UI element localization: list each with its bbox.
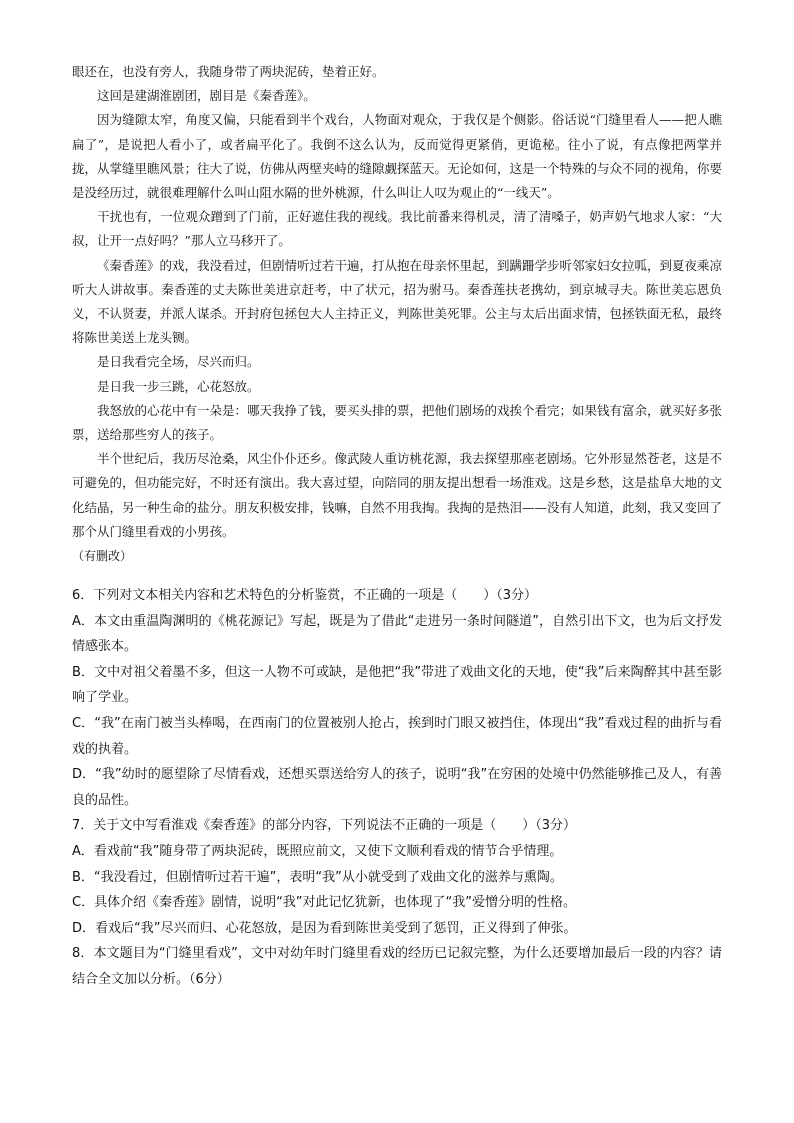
answer-option: A．看戏前“我”随身带了两块泥砖，既照应前文，又使下文顺利看戏的情节合乎情理。 <box>72 843 563 859</box>
question-section <box>72 583 722 993</box>
question-stem: 8．本文题目为“门缝里看戏”，文中对幼年时门缝里看戏的经历已记叙完整，为什么还要增加最后一段的内容？请结合全文加以分析。（6分） <box>72 946 722 987</box>
passage-paragraph: 半个世纪后，我历尽沧桑，风尘仆仆还乡。像武陵人重访桃花源，我去探望那座老剧场。它外形显然苍老，这是不可避免的，但功能完好，不时还有演出。我大喜过望，向陪同的朋友提出想看一场淮戏。这是乡愁，这是盐阜大地的文化结晶，另一种生命的盐分。朋友积极安排，钱嘛，自然不用我掏。我掏的是热泪——没有人知道，此刻，我又变回了那个从门缝里看戏的小男孩。 <box>72 451 723 539</box>
passage-paragraph: 是日我看完全场，尽兴而归。 <box>97 354 260 370</box>
reading-passage <box>72 60 722 568</box>
source-note: （有删改） <box>72 549 133 564</box>
passage-paragraph: 干扰也有，一位观众蹭到了门前，正好遮住我的视线。我比前番来得机灵，清了清嗓子，奶声奶气地求人家：“大叔，让开一点好吗？”那人立马移开了。 <box>72 209 722 249</box>
passage-paragraph: 《秦香莲》的戏，我没看过，但剧情听过若干遍，打从抱在母亲怀里起，到蹒跚学步听邻家妇女拉呱，到夏夜乘凉听大人讲故事。秦香莲的丈夫陈世美进京赶考，中了状元，招为驸马。秦香莲扶老携幼，到京城寻夫。陈世美忘恩负义，不认贤妻，并派人谋杀。开封府包拯包大人主持正义，判陈世美死罪。公主与太后出面求情，包拯铁面无私，最终将陈世美送上龙头铡。 <box>72 257 723 346</box>
answer-option: C．“我”在南门被当头棒喝，在西南门的位置被别人抢占，挨到时门眼又被挡住，体现出“我”看戏过程的曲折与看戏的执着。 <box>72 715 722 757</box>
answer-option: D．“我”幼时的愿望除了尽情看戏，还想买票送给穷人的孩子，说明“我”在穷困的处境中仍然能够推己及人，有善良的品性。 <box>72 767 722 808</box>
answer-option: B．文中对祖父着墨不多，但这一人物不可或缺，是他把“我”带进了戏曲文化的天地，使“我”后来陶醉其中甚至影响了学业。 <box>72 664 722 706</box>
question-stem: 7．关于文中写看淮戏《秦香莲》的部分内容，下列说法不正确的一项是（ ）（3分） <box>72 818 577 834</box>
answer-option: B．“我没看过，但剧情听过若干遍”，表明“我”从小就受到了戏曲文化的滋养与熏陶。 <box>72 869 563 885</box>
passage-paragraph: 这回是建湖淮剧团，剧目是《秦香莲》。 <box>97 88 316 104</box>
passage-paragraph: 因为缝隙太窄，角度又偏，只能看到半个戏台，人物面对观众，于我仅是个侧影。俗话说“门缝里看人——把人瞧扁了”，是说把人看小了，或者扁平化了。我倒不这么认为，反而觉得更紧俏，更诡秘。往小了说，有点像把两掌并拢，从掌缝里瞧风景；往大了说，仿佛从两壁夹峙的缝隙觑探蓝天。无论如何，这是一个特殊的与众不同的视角，你要是没经历过，就很难理解什么叫山阻水隔的世外桃源，什么叫让人叹为观止的“一线天”。 <box>72 112 723 201</box>
question-stem: 6．下列对文本相关内容和艺术特色的分析鉴赏，不正确的一项是（ ）（3分） <box>72 588 538 603</box>
passage-paragraph: 我怒放的心花中有一朵是：哪天我挣了钱，要买头排的票，把他们剧场的戏挨个看完；如果钱有富余，就买好多张票，送给那些穷人的孩子。 <box>72 402 723 443</box>
passage-paragraph: 是日我一步三跳，心花怒放。 <box>97 378 260 394</box>
passage-paragraph: 眼还在，也没有旁人，我随身带了两块泥砖，垫着正好。 <box>72 64 385 79</box>
answer-option: C．具体介绍《秦香莲》剧情，说明“我”对此记忆犹新，也体现了“我”爱憎分明的性格。 <box>72 895 577 911</box>
answer-option: D．看戏后“我”尽兴而归、心花怒放，是因为看到陈世美受到了惩罚，正义得到了伸张。 <box>72 920 577 936</box>
answer-option: A．本文由重温陶渊明的《桃花源记》写起，既是为了借此“走进另一条时间隧道”，自然引出下文，也为后文抒发情感张本。 <box>72 613 722 655</box>
